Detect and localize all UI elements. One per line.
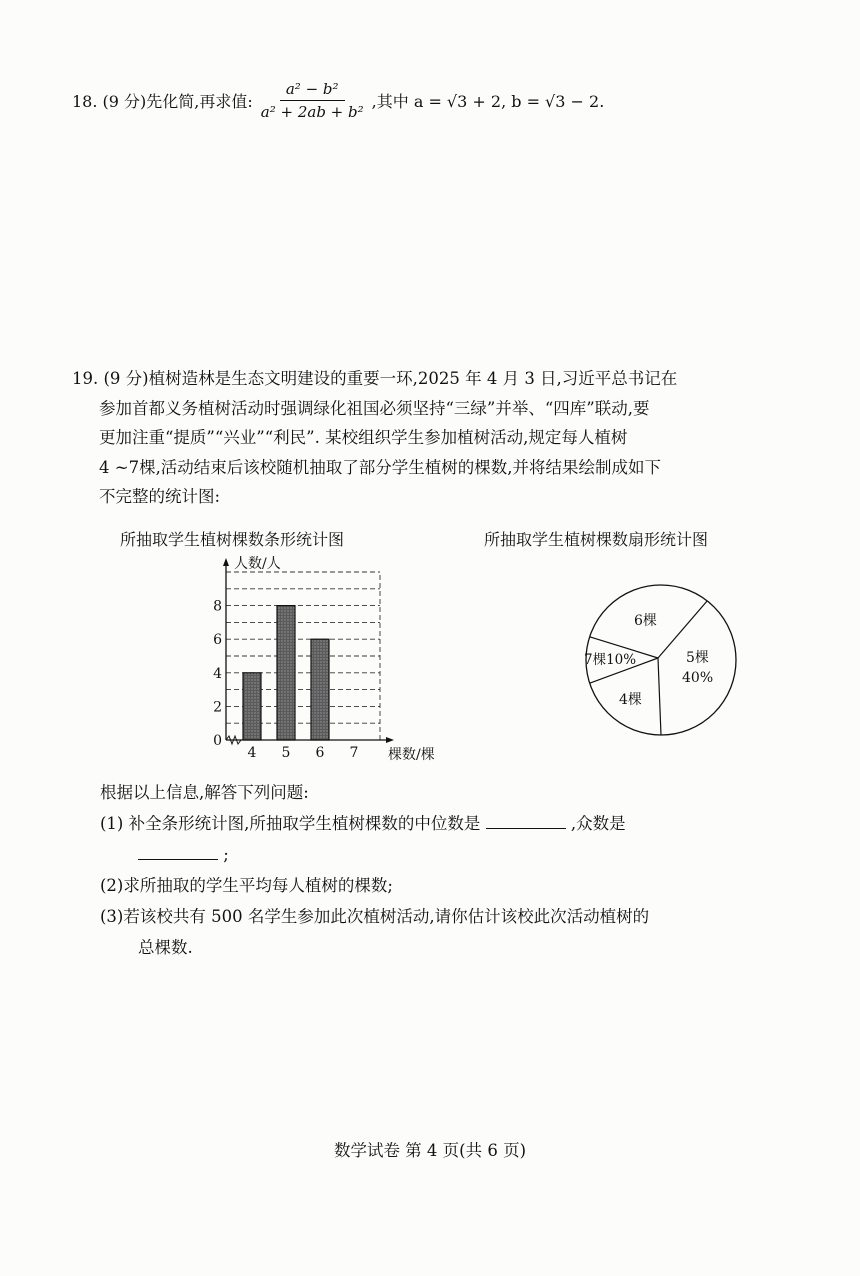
x-tick-labels [248,745,359,761]
q18-prefix: 18. (9 分)先化简,再求值: [72,92,253,111]
q1-text-a: (1) 补全条形统计图,所抽取学生植树棵数的中位数是 [100,814,481,833]
question-3: (3)若该校共有 500 名学生参加此次植树活动,请你估计该校此次活动植树的 [100,907,650,926]
y-axis-label: 人数/人 [234,556,281,572]
x-axis-label: 棵数/棵 [388,747,435,763]
q1-text-b: ,众数是 [570,814,626,833]
q19-line-5: 不完整的统计图: [99,487,221,506]
y-tick-8: 8 [213,598,222,615]
y-axis-arrow-icon [223,558,229,566]
sub-questions [100,777,796,963]
bar-bars [243,606,329,740]
y-tick-0: 0 [213,733,222,749]
questions-intro: 根据以上信息,解答下列问题: [100,783,309,802]
q18-suffix: ,其中 a = √3 + 2, b = √3 − 2. [371,92,605,111]
q18-numerator: a² − b² [280,80,345,101]
q19-line-1: 19. (9 分)植树造林是生态文明建设的重要一环,2025 年 4 月 3 日,习近平总书记在 [72,369,678,388]
mode-blank[interactable] [138,841,218,860]
x-tick-4: 4 [247,745,257,761]
pie-boundary-5-4 [658,658,661,735]
pie-labels [584,612,713,708]
pie-label-7: 7棵10% [584,652,637,668]
q19-line-2: 参加首都义务植树活动时强调绿化祖国必须坚持“三绿”并举、“四库”联动,要 [99,398,650,418]
bar-6 [311,639,329,740]
bar-5 [277,606,295,740]
bar-chart [200,556,450,766]
x-tick-7: 7 [349,745,359,761]
q19-line-3: 更加注重“提质”“兴业”“利民”. 某校组织学生参加植树活动,规定每人植树 [99,428,628,447]
y-tick-labels [213,599,222,749]
y-tick-4: 4 [213,665,222,682]
pie-percent-5: 40% [682,670,714,686]
pie-label-5: 5棵 [686,650,709,666]
x-tick-5: 5 [281,745,291,761]
y-tick-2: 2 [213,699,222,716]
x-axis-arrow-icon [386,737,394,743]
pie-chart-svg [578,580,748,750]
question-18 [72,80,604,121]
page-footer: 数学试卷 第 4 页(共 6 页) [333,1141,527,1160]
q19-line-4: 4 ~7棵,活动结束后该校随机抽取了部分学生植树的棵数,并将结果绘制成如下 [99,457,662,477]
pie-chart-title: 所抽取学生植树棵数扇形统计图 [484,530,709,549]
pie-label-6: 6棵 [634,613,657,629]
bar-chart-title: 所抽取学生植树棵数条形统计图 [120,530,345,549]
median-blank[interactable] [486,810,566,829]
bar-4 [243,673,261,740]
question-3-continued: 总棵数. [138,938,193,957]
bar-chart-svg [200,556,450,766]
pie-label-4: 4棵 [619,692,642,708]
q18-denominator: a² + 2ab + b² [260,103,364,121]
x-tick-6: 6 [315,745,325,761]
question-19-text [72,364,794,512]
q1-text-c: ; [223,845,229,864]
question-2: (2)求所抽取的学生平均每人植树的棵数; [100,876,393,895]
question-1-continued [100,839,796,870]
q18-fraction [255,80,370,121]
y-tick-6: 6 [213,632,222,649]
pie-chart [578,580,748,750]
question-1 [100,808,796,839]
